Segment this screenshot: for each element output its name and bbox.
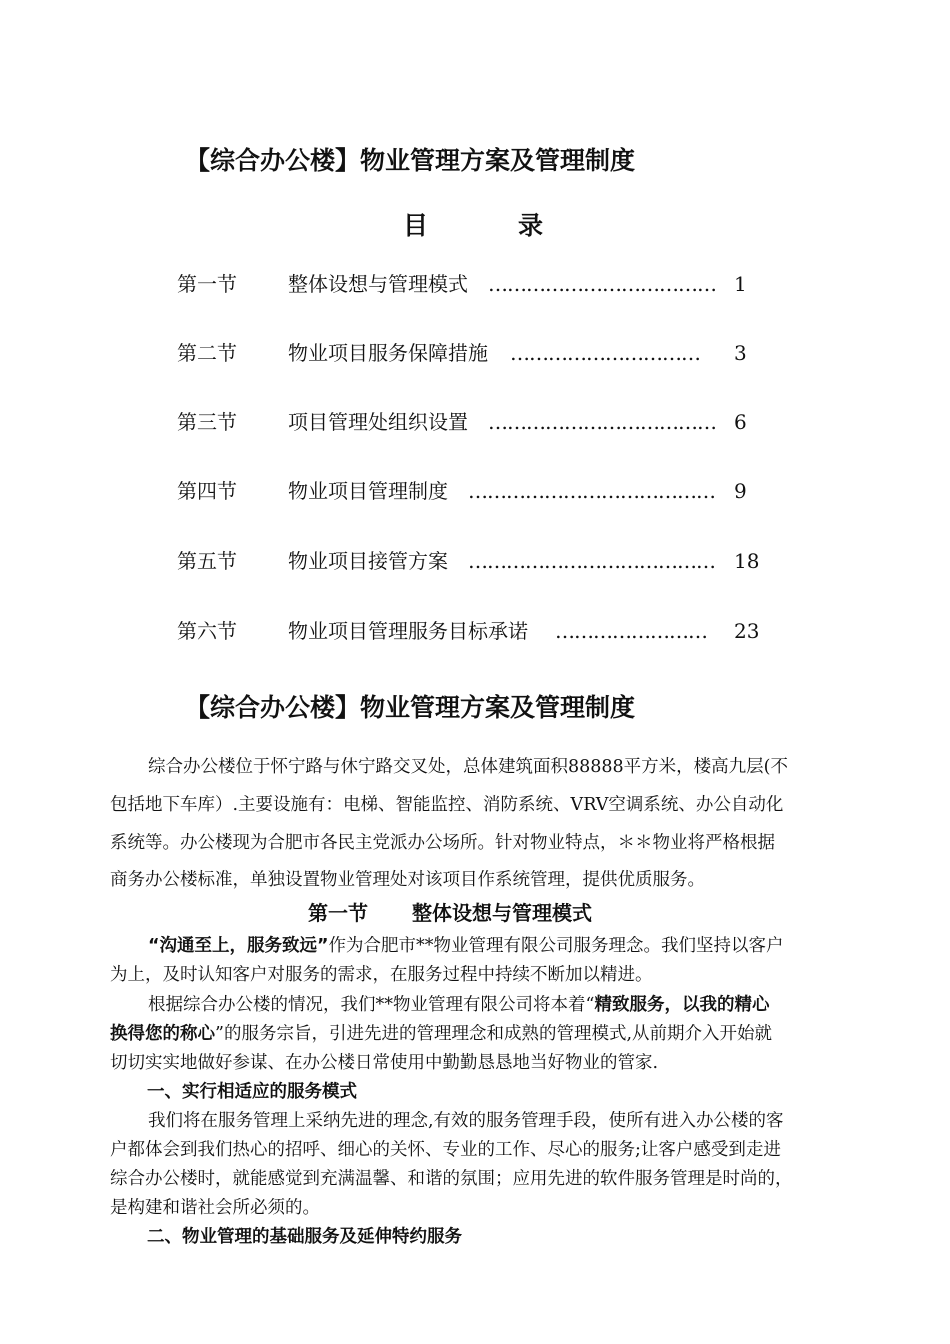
section-heading — [308, 897, 592, 926]
intro-line: 商务办公楼标准，单独设置物业管理处对该项目作系统管理，提供优质服务。 — [110, 870, 705, 890]
section1-p3-line4: 是构建和谐社会所必须的。 — [110, 1198, 320, 1218]
service-motto-emphasis-cont: 换得您的称心 — [110, 1024, 215, 1044]
intro-line: 综合办公楼位于怀宁路与休宁路交叉处，总体建筑面积88888平方米，楼高九层(不 — [148, 757, 788, 777]
service-philosophy-emphasis: “沟通至上，服务致远” — [148, 936, 329, 956]
toc-item-page: 9 — [734, 479, 747, 503]
toc-item-dots: ………………………… — [510, 341, 700, 365]
body-title: 【综合办公楼】物业管理方案及管理制度 — [185, 693, 636, 722]
toc-item-name: 物业项目管理服务目标承诺 — [288, 619, 528, 643]
section1-p2-line3: 切切实实地做好参谋、在办公楼日常使用中勤勤恳恳地当好物业的管家. — [110, 1053, 659, 1073]
toc-item-dots: …………………… — [555, 619, 707, 643]
toc-heading-left: 目 — [403, 211, 429, 240]
intro-line: 系统等。办公楼现为合肥市各民主党派办公场所。针对物业特点，＊＊物业将严格根据 — [110, 833, 775, 853]
toc-item-name: 物业项目接管方案 — [288, 549, 448, 573]
toc-item-name: 物业项目管理制度 — [288, 479, 448, 503]
toc-item-section: 第三节 — [177, 410, 237, 434]
toc-item-page: 23 — [734, 619, 760, 643]
sub-heading-1: 一、实行相适应的服务模式 — [147, 1082, 357, 1102]
section-title: 整体设想与管理模式 — [412, 901, 592, 925]
intro-line: 包括地下车库）.主要设施有：电梯、智能监控、消防系统、VRV空调系统、办公自动化 — [110, 795, 784, 815]
toc-item-name: 项目管理处组织设置 — [288, 410, 468, 434]
sub-heading-2: 二、物业管理的基础服务及延伸特约服务 — [147, 1227, 462, 1247]
toc-item-section: 第六节 — [177, 619, 237, 643]
toc-item-page: 18 — [734, 549, 760, 573]
toc-item-section: 第五节 — [177, 549, 237, 573]
p2-rest: ”的服务宗旨，引进先进的管理理念和成熟的管理模式,从前期介入开始就 — [215, 1024, 773, 1044]
toc-item-page: 6 — [734, 410, 747, 434]
toc-item-dots: ……………………………… — [488, 272, 716, 296]
section-number: 第一节 — [308, 901, 368, 925]
toc-item-dots: ………………………………… — [468, 479, 715, 503]
toc-item-page: 1 — [734, 272, 747, 296]
document-title: 【综合办公楼】物业管理方案及管理制度 — [185, 146, 636, 175]
section1-p2-line2 — [110, 1020, 772, 1045]
toc-item-section: 第四节 — [177, 479, 237, 503]
section1-p2-line1 — [148, 991, 769, 1016]
toc-item-dots: ………………………………… — [468, 549, 715, 573]
toc-item-page: 3 — [734, 341, 747, 365]
toc-heading-right: 录 — [517, 211, 543, 240]
section1-p3-line2: 户都体会到我们热心的招呼、细心的关怀、专业的工作、尽心的服务;让客户感受到走进 — [110, 1140, 781, 1160]
toc-item-dots: ……………………………… — [488, 410, 716, 434]
p1-rest: 作为合肥市**物业管理有限公司服务理念。我们坚持以客户 — [328, 936, 784, 956]
section1-p1-line1 — [148, 932, 784, 957]
toc-item-name: 整体设想与管理模式 — [288, 272, 468, 296]
section1-p3-line3: 综合办公楼时，就能感觉到充满温馨、和谐的氛围；应用先进的软件服务管理是时尚的， — [110, 1169, 793, 1189]
section1-p3-line1: 我们将在服务管理上采纳先进的理念,有效的服务管理手段，使所有进入办公楼的客 — [148, 1111, 784, 1131]
toc-heading — [403, 206, 543, 242]
section1-p1-line2: 为上，及时认知客户对服务的需求，在服务过程中持续不断加以精进。 — [110, 965, 653, 985]
toc-item-section: 第一节 — [177, 272, 237, 296]
p2-text: 根据综合办公楼的情况，我们**物业管理有限公司将本着“ — [148, 995, 595, 1015]
toc-item-name: 物业项目服务保障措施 — [288, 341, 488, 365]
service-motto-emphasis: 精致服务，以我的精心 — [594, 995, 770, 1015]
toc-item-section: 第二节 — [177, 341, 237, 365]
